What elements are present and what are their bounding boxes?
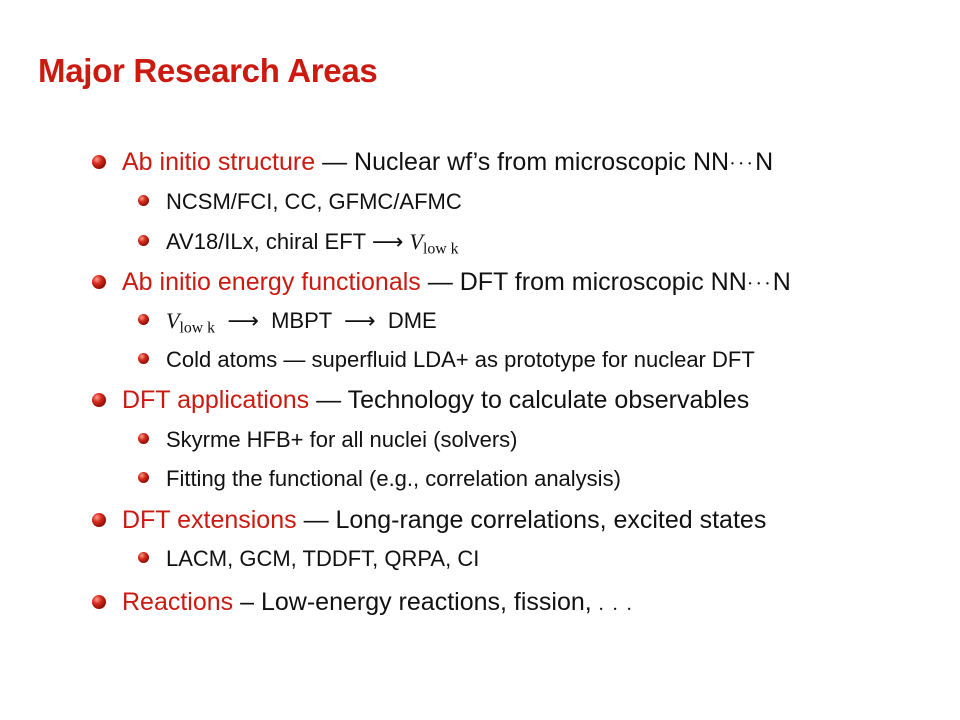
item-separator: – (240, 588, 255, 616)
sub-item (138, 466, 621, 492)
sub-item (138, 229, 459, 258)
item-heading: Ab initio energy functionals (122, 268, 421, 296)
item-heading: DFT extensions (122, 506, 297, 534)
sub-bullet-icon (138, 195, 149, 206)
math-v: V (166, 308, 180, 333)
sub-item (138, 347, 755, 373)
item-text: Long-range correlations, excited states (335, 506, 767, 534)
item-text: DFT from microscopic NN (459, 268, 747, 296)
math-v-subscript: low k (422, 240, 459, 258)
sub-item-text: NCSM/FCI, CC, GFMC/AFMC (166, 189, 462, 214)
math-v: V (409, 229, 423, 254)
item-separator: — (322, 148, 348, 176)
sub-item-text: Skyrme HFB+ for all nuclei (solvers) (166, 427, 518, 452)
bullet-item-ab-initio-energy-functionals (92, 268, 791, 297)
sub-item-text: Cold atoms — superfluid LDA+ as prototype for nuclear DFT (166, 347, 755, 372)
slide-title: Major Research Areas (38, 52, 378, 89)
sub-item (138, 427, 518, 453)
sub-bullet-icon (138, 235, 149, 246)
bullet-item-dft-applications (92, 386, 750, 415)
sub-item-text: LACM, GCM, TDDFT, QRPA, CI (166, 546, 480, 571)
item-dots: . . . (598, 593, 634, 615)
bullet-icon (92, 595, 106, 609)
bullet-icon (92, 275, 106, 289)
item-text: Nuclear wf’s from microscopic NN (354, 148, 730, 176)
bullet-icon (92, 513, 106, 527)
bullet-item-dft-extensions (92, 506, 767, 535)
item-tail: N (755, 148, 774, 176)
item-heading: Reactions (122, 588, 234, 616)
math-v-subscript: low k (179, 319, 216, 337)
sub-item (138, 546, 480, 572)
item-heading: DFT applications (122, 386, 310, 414)
sub-item-text: MBPT (271, 308, 332, 333)
sub-bullet-icon (138, 353, 149, 364)
long-right-arrow-icon: ⟶ (344, 309, 376, 334)
bullet-icon (92, 393, 106, 407)
item-separator: — (427, 268, 453, 296)
sub-item (138, 189, 462, 215)
bullet-item-ab-initio-structure (92, 148, 774, 177)
sub-bullet-icon (138, 472, 149, 483)
sub-bullet-icon (138, 433, 149, 444)
item-heading: Ab initio structure (122, 148, 316, 176)
bullet-icon (92, 155, 106, 169)
sub-bullet-icon (138, 552, 149, 563)
sub-item-text: AV18/ILx, chiral EFT (166, 229, 366, 254)
item-separator: — (303, 506, 329, 534)
sub-bullet-icon (138, 314, 149, 325)
long-right-arrow-icon: ⟶ (371, 230, 404, 255)
sub-item-text: Fitting the functional (e.g., correlation analysis) (166, 466, 621, 491)
item-separator: — (316, 386, 342, 414)
item-text: Low-energy reactions, fission, (260, 588, 592, 616)
sub-item (138, 308, 437, 337)
sub-item-text: DME (387, 308, 437, 333)
long-right-arrow-icon: ⟶ (227, 309, 259, 334)
item-text: Technology to calculate observables (347, 386, 750, 414)
item-dots: ··· (746, 273, 773, 295)
item-tail: N (772, 268, 791, 296)
item-dots: ··· (729, 153, 756, 175)
bullet-item-reactions (92, 588, 634, 617)
